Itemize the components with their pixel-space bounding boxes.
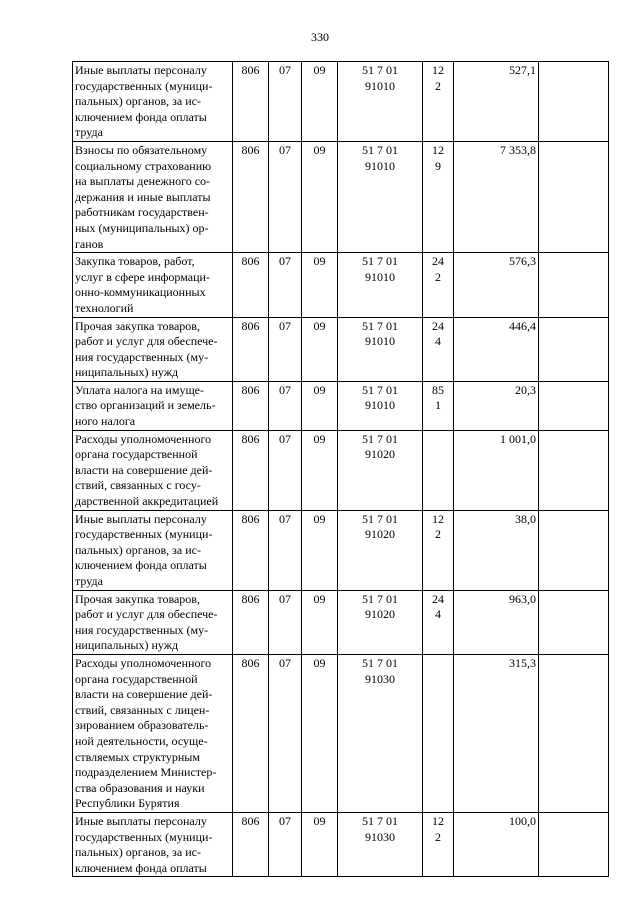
expense-type-code-part1: 12 [432, 813, 444, 828]
target-article-code-part1: 51 7 01 [362, 318, 398, 333]
subsection-code: 09 [302, 590, 338, 654]
target-article-code-part2: 91030 [365, 829, 395, 844]
subsection-code: 09 [302, 317, 338, 381]
empty-column [539, 430, 609, 510]
target-article-code-part2: 91010 [365, 398, 395, 413]
target-article-code-part1: 51 7 01 [362, 813, 398, 828]
expense-type-code-part1: 12 [432, 63, 444, 77]
expense-type-code-part2: 2 [435, 527, 441, 542]
expense-type-code [423, 381, 454, 430]
amount: 20,3 [454, 381, 539, 430]
expense-name-cell [73, 253, 233, 317]
subsection-code: 09 [302, 812, 338, 876]
empty-column [539, 590, 609, 654]
expense-name: Прочая закупка товаров, работ и услуг для обеспече- ния государственных (му- ниципальных) нужд [75, 591, 218, 653]
section-code: 07 [269, 317, 302, 381]
ved-code: 806 [233, 317, 269, 381]
expense-type-code-part2: 9 [435, 158, 441, 173]
expense-type-code-part2: 1 [435, 398, 441, 413]
section-code: 07 [269, 812, 302, 876]
section-code: 07 [269, 62, 302, 142]
expense-name-cell [73, 510, 233, 590]
expense-type-code [423, 253, 454, 317]
amount: 7 353,8 [454, 141, 539, 252]
target-article-code [338, 62, 423, 142]
target-article-code-part1: 51 7 01 [362, 511, 398, 526]
empty-column [539, 253, 609, 317]
expense-type-code-part1: 24 [432, 591, 444, 606]
empty-column [539, 317, 609, 381]
expense-name-cell [73, 141, 233, 252]
target-article-code [338, 141, 423, 252]
section-code: 07 [269, 381, 302, 430]
target-article-code [338, 510, 423, 590]
section-code: 07 [269, 253, 302, 317]
target-article-code-part2: 91010 [365, 158, 395, 173]
section-code: 07 [269, 430, 302, 510]
empty-column [539, 654, 609, 812]
expense-type-code-part1: 24 [432, 254, 444, 269]
expense-type-code-part2: 4 [435, 334, 441, 349]
target-article-code-part2: 91020 [365, 447, 395, 462]
target-article-code-part2: 91020 [365, 607, 395, 622]
expense-type-code [423, 590, 454, 654]
target-article-code-part2: 91010 [365, 269, 395, 284]
amount: 315,3 [454, 654, 539, 812]
ved-code: 806 [233, 253, 269, 317]
amount: 963,0 [454, 590, 539, 654]
ved-code: 806 [233, 654, 269, 812]
expense-name: Прочая закупка товаров, работ и услуг для обеспече- ния государственных (му- ниципальных) нужд [75, 318, 218, 380]
expense-name: Закупка товаров, работ, услуг в сфере информаци- онно-коммуникационных технологий [75, 254, 210, 315]
section-code: 07 [269, 141, 302, 252]
expense-type-code [423, 141, 454, 252]
target-article-code-part1: 51 7 01 [362, 142, 398, 157]
empty-column [539, 510, 609, 590]
target-article-code [338, 253, 423, 317]
target-article-code-part2: 91010 [365, 334, 395, 349]
table-body [73, 62, 609, 877]
amount: 38,0 [454, 510, 539, 590]
expense-type-code [423, 812, 454, 876]
target-article-code-part1: 51 7 01 [362, 382, 398, 397]
expense-name: Иные выплаты персоналу государственных (муници- пальных) органов, за ис- ключением фонда оплаты [75, 813, 213, 875]
target-article-code [338, 381, 423, 430]
amount: 527,1 [454, 62, 539, 142]
expense-name: Уплата налога на имуще- ство организаций и земель- ного налога [75, 382, 216, 429]
table-row [73, 590, 609, 654]
table-row [73, 62, 609, 142]
target-article-code [338, 317, 423, 381]
subsection-code: 09 [302, 381, 338, 430]
target-article-code [338, 654, 423, 812]
target-article-code-part1: 51 7 01 [362, 431, 398, 446]
expense-name-cell [73, 430, 233, 510]
ved-code: 806 [233, 430, 269, 510]
table-row [73, 654, 609, 812]
target-article-code-part2: 91010 [365, 78, 395, 93]
section-code: 07 [269, 654, 302, 812]
expense-name-cell [73, 317, 233, 381]
amount: 576,3 [454, 253, 539, 317]
expense-name-cell [73, 62, 233, 142]
expense-type-code-part1: 12 [432, 142, 444, 157]
expense-type-code [423, 317, 454, 381]
expense-name-cell [73, 590, 233, 654]
empty-column [539, 62, 609, 142]
expense-type-code [423, 510, 454, 590]
ved-code: 806 [233, 62, 269, 142]
target-article-code [338, 590, 423, 654]
section-code: 07 [269, 510, 302, 590]
target-article-code-part1: 51 7 01 [362, 591, 398, 606]
target-article-code [338, 812, 423, 876]
expense-type-code-part2: 4 [435, 607, 441, 622]
expense-name: Расходы уполномоченного органа государственной власти на совершение дей- ствий, связанных с госу- дарственной аккредитацией [75, 431, 219, 509]
expense-name: Иные выплаты персоналу государственных (муници- пальных) органов, за ис- ключением фонда оплаты труда [75, 63, 213, 140]
empty-column [539, 141, 609, 252]
expense-type-code-part2: 2 [435, 78, 441, 93]
ved-code: 806 [233, 590, 269, 654]
subsection-code: 09 [302, 62, 338, 142]
table-row [73, 317, 609, 381]
ved-code: 806 [233, 141, 269, 252]
target-article-code-part1: 51 7 01 [362, 254, 398, 269]
expense-type-code-part2: 2 [435, 269, 441, 284]
expense-type-code-part2: 2 [435, 829, 441, 844]
target-article-code-part1: 51 7 01 [362, 63, 398, 77]
subsection-code: 09 [302, 141, 338, 252]
page-number: 330 [311, 30, 329, 44]
empty-column [539, 812, 609, 876]
amount: 100,0 [454, 812, 539, 876]
section-code: 07 [269, 590, 302, 654]
subsection-code: 09 [302, 654, 338, 812]
ved-code: 806 [233, 510, 269, 590]
table-row [73, 812, 609, 876]
ved-code: 806 [233, 381, 269, 430]
subsection-code: 09 [302, 253, 338, 317]
expense-type-code-part1: 24 [432, 318, 444, 333]
target-article-code-part2: 91020 [365, 527, 395, 542]
budget-table [72, 61, 609, 877]
empty-column [539, 381, 609, 430]
table-row [73, 141, 609, 252]
expense-type-code [423, 62, 454, 142]
target-article-code [338, 430, 423, 510]
expense-name-cell [73, 381, 233, 430]
subsection-code: 09 [302, 430, 338, 510]
expense-name: Иные выплаты персоналу государственных (муници- пальных) органов, за ис- ключением фонда оплаты труда [75, 511, 213, 588]
expense-name-cell [73, 654, 233, 812]
target-article-code-part1: 51 7 01 [362, 655, 398, 670]
expense-type-code [423, 430, 454, 510]
table-row [73, 430, 609, 510]
amount: 1 001,0 [454, 430, 539, 510]
expense-type-code [423, 654, 454, 812]
target-article-code-part2: 91030 [365, 671, 395, 686]
amount: 446,4 [454, 317, 539, 381]
expense-name: Взносы по обязательному социальному страхованию на выплаты денежного со- держания и иные выплаты работникам государствен- ных (муниципальных) ор- ганов [75, 142, 212, 251]
expense-name: Расходы уполномоченного органа государственной власти на совершение дей- ствий, связанных с лицен- зированием образователь- ной деятельности, осуще- ствляемых структурным подразделением Министер- ства образования и науки Республики Бурятия [75, 655, 217, 811]
table-row [73, 253, 609, 317]
expense-type-code-part1: 12 [432, 511, 444, 526]
table-row [73, 381, 609, 430]
subsection-code: 09 [302, 510, 338, 590]
ved-code: 806 [233, 812, 269, 876]
expense-name-cell [73, 812, 233, 876]
expense-type-code-part1: 85 [432, 382, 444, 397]
table-row [73, 510, 609, 590]
